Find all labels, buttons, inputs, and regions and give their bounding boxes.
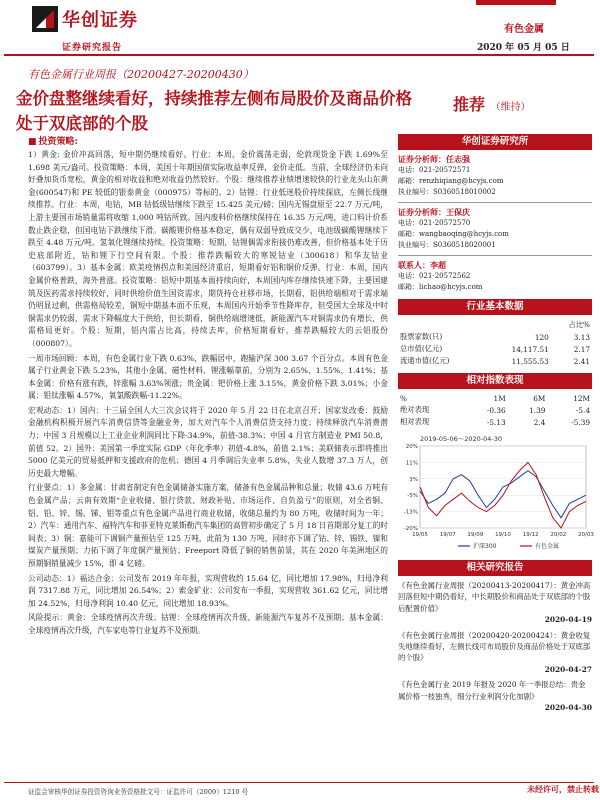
analyst-cert: 执业编号：S0360518010002 — [398, 188, 496, 196]
table-row: 相对表现 -5.13 2.4 -5.39 — [400, 417, 590, 427]
legend-label: 沪深300 — [473, 543, 497, 550]
doc-type-label: 证券研究报告 — [62, 43, 123, 53]
strategy-heading: ■ 投资策略: — [28, 137, 78, 147]
y-tick-label: -13% — [403, 509, 418, 516]
company-paragraph: 公司动态：1）福达合金：公司发布 2019 年年报，实现营收约 15.64 亿，同比增加 17.98%，归母净利润 7317.88 万元，同比增加 26.54%；2）索金矿业：公司发布一季报，实现营收 361.62 亿元，同比增加 24.52%，归母净利润 10.40 亿元，同比增加 18.93%。 — [28, 573, 388, 608]
analyst-block-2 — [398, 207, 592, 251]
macro-paragraph: 宏观动态：1）国内：十三届全国人大三次会议将于 2020 年 5 月 22 日在北京召开；国家发改委：鼓励金融机构积极开展汽车消费信贷等金融业务，加大对汽车个人消费信贷支持力度；持续释放汽车消费潜力；中国 3 月规模以上工业企业利润同比下降-34.9%，前值-38.3%；中国 4 月官方制造业 PMI 50.8，前值 52。2）国外：美国第一季度实际 GDP（年化季率）初值-4.8%，前值 2.1%；美联储表示即将推出 5000 亿美元的贸易抵押和支援政府的危机；德国 4 月季调后失业率 5.8%，失业人数增 37.3 万人，创历史最大增幅。 — [28, 405, 388, 478]
report-date: 2020 年 05 月 05 日 — [477, 43, 570, 53]
market-review-paragraph: 一周市场回顾：本周，有色金属行业下跌 0.63%，跌幅居中，跑输沪深 300 3.67 个百分点。本周有色金属子行业黄金下跌 5.23%，其他小金属、磁性材料、锂涨幅靠前，分别为 2.65%、1.55%、1.41%；基本金属：价格有涨有跌，锌涨幅 3.63%领涨；贵金属：钯价格上涨 3.15%，黄金价格下跌 3.01%；小金属：钼钛涨幅 4.57%，氧氯酸跌幅-11.22%。 — [28, 353, 388, 401]
related-report-title[interactable]: 《有色金属行业周报（20200420-20200424）：黄金收复失地继续看好，左侧长线可布局股价及商品价格处于双底部的个股》 — [398, 630, 591, 663]
relative-perf-heading: 相对指数表现 — [398, 373, 592, 389]
related-report-date: 2020-04-19 — [544, 615, 592, 625]
table-row: 总市值(亿元) 14,117.51 2.17 — [400, 344, 590, 354]
related-report-title[interactable]: 《有色金属行业 2019 年报及 2020 年一季报总结：贵金属价格一枝独秀，细分行业利润分化加剧》 — [398, 680, 586, 701]
industry-paragraph: 行业要点：1）多金属：甘肃省制定有色金属储备实施方案，储备有色金属品种和总量；收储 43.6 万吨有色金属产品；云南有效期“企业收储、银行贷款、财政补贴、市场运作、自负盈亏”的原则，对全省铜、铝、铅、锌、锡、锑、钼等重点有色金属产品进行商业收储，收储总量约为 80 万吨，收储时间为一年；2）汽车：通用汽车、福特汽车和菲亚特克莱斯勒汽车集团的高管初步确定了 5 月 18 日首期部分复工的时间表；3）铜：嘉能可下调铜产量预估至 125 万吨，此前为 130 万吨，同时亦下调了钴、锌、锡铁、镍和煤炭产量预期；力拓下调了年度铜产量预估；Freeport 降低了铜的销售前景，其在 2020 年美洲地区的预期铜销量减少 15%，即 4 亿磅。 — [28, 483, 388, 568]
x-tick-label: 19/05 — [412, 532, 428, 538]
y-tick-label: 20% — [405, 444, 418, 450]
related-report-date: 2020-04-30 — [544, 703, 592, 713]
report-series: 有色金属行业周报（20200427-20200430） — [28, 68, 254, 81]
y-tick-label: 11% — [405, 460, 418, 467]
footer-divider — [4, 782, 594, 783]
table-row: 股票家数(只) 120 3.13 — [400, 332, 590, 342]
list-item[interactable] — [398, 630, 592, 676]
x-tick-label: 20/03 — [578, 532, 594, 538]
contact-name: 联系人：李超 — [398, 260, 446, 270]
footer-disclaimer: 证监会审核华创证券投资咨询业务资格批文号：证监许可（2009）1210 号 — [28, 788, 249, 796]
analyst-divider — [398, 202, 592, 203]
rating-value: 推荐 — [453, 95, 486, 114]
brand-name: 华创证券 — [62, 10, 138, 31]
analyst-phone: 电话：021-20572571 — [398, 166, 471, 174]
table-row: 绝对表现 -0.36 1.39 -5.4 — [400, 405, 590, 415]
x-tick-label: 20/02 — [550, 532, 567, 538]
stats-col-header: 占比% — [568, 320, 590, 329]
analyst-cert: 执业编号：S0360518020001 — [398, 241, 496, 249]
analyst-email[interactable]: 邮箱：wangbaoqing@hcyjs.com — [398, 230, 509, 238]
report-title: 金价盘整继续看好，持续推荐左侧布局股价及商品价格处于双底部的个股 — [16, 89, 412, 133]
sector-label: 有色金属 — [504, 24, 544, 35]
list-item[interactable] — [398, 580, 592, 626]
x-tick-label: 19/07 — [439, 532, 456, 538]
x-tick-label: 19/12 — [522, 532, 539, 538]
risk-paragraph: 风险提示：黄金：全球疫情再次升级；钴锂：全球疫情再次升级、新能源汽车复苏不及预期；基本金属：全球疫情再次升级，汽车家电等行业复苏不及预期。 — [28, 613, 388, 635]
y-tick-label: -20% — [403, 526, 418, 532]
logo-mark-icon — [32, 6, 58, 32]
chart-title: 2019-05-06～2020-04-30 — [420, 435, 503, 443]
relative-performance-chart — [398, 432, 592, 556]
industry-stats-heading: 行业基本数据 — [398, 299, 592, 315]
strategy-paragraph: 1）黄金: 金价冲高回落，短中期仍继续看好。行业：本周，金价震荡走弱，伦敦现货金下跌 1.69%至 1,698 美元/盎司。投资策略：本周，美国十年期国债实际收益率反弹，金价走低。当前，全球经济仍未向好叠加货币宽松，黄金的相对收益和绝对收益仍然较好。个股：继续推荐业绩增速较快的行业龙头山东黄金(600547)和 PE 较低的银泰黄金（000975）等标的。2）钴锂：行业低迷股价持续探底，左侧长线继续推荐。行业：本周，电钴，MB 钴低级钴继续下跌至 15.425 美元/磅；国内无锡盘原至 22.7 万元/吨，上游主要国市场销量需将收缩 1,000 吨钴所致。国内废料价格继续保持在 16.35 万元/吨，进口料计价系数止跌企稳，但国电钴下跌继续下滑。碳酸锂价格基本稳定，偶有双弱导致成交少，电池级碳酸锂继续下跌至 4.48 万元/吨。氢氧化锂继续持续。投资策略：短期，钴锂偶需求衔接仍难改善，但价格基本处于历史底部附近，钴和锂下行空间有限。个股：推荐跌幅较大的寒锐钴业（300618）和华友钴业（603799）。3）基本金属：欧美疫情拐点和美国经济重启，短期看好铝和铜价反弹。行业：本周，国内金属价格普跌，海外普涨。投资策略：铝短中期基本面持续向好，本周国内库存继续快速下降，主要国建筑及医药需求持续较好，同时供给价值生国资需求，期货持仓社移市场，长期看，铝供给端相对于需求端仍明显过剩，供需格局较差，铜短中期基本面不乐观，本周国内开始季节性降库存，但受国大全球及中时铜需求仍较弱，需求下降幅度大于供给，但长期看，铜供给端增速低，新能源汽车对铜需求仍有增长，供需格局更好。个股：短期，铝内需占比高，持续去库，价格短期看好，推荐跌幅较大的云铝股份（000807）。 — [28, 150, 388, 348]
rating-badge — [453, 92, 531, 115]
footer-note: 未经许可，禁止转载 — [527, 784, 599, 794]
contact-email[interactable]: 邮箱：lichao@hcyjs.com — [398, 283, 483, 291]
analyst-email[interactable]: 邮箱：renzhiqiang@hcyjs.com — [398, 177, 504, 185]
contact-block — [398, 260, 592, 293]
analyst-name: 证券分析师：王保庆 — [398, 207, 470, 217]
chart-svg — [398, 432, 592, 556]
top-accent-bar — [476, 0, 556, 5]
analyst-phone: 电话：021-20572570 — [398, 219, 471, 227]
analyst-name: 证券分析师：任志强 — [398, 154, 470, 164]
header-divider — [4, 54, 594, 56]
series-line — [420, 471, 586, 518]
relative-perf-table — [398, 393, 592, 428]
related-report-title[interactable]: 《有色金属行业周报（20200413-20200417）：黄金冲高回落但短中期仍看好，中长期股价和商品处于双底部的个股后配置价值》 — [398, 581, 591, 613]
related-reports-list — [398, 580, 592, 713]
x-tick-label: 19/10 — [495, 532, 511, 538]
related-reports-heading: 相关研究报告 — [398, 560, 592, 576]
industry-stats-table — [398, 319, 592, 367]
brand-logo — [32, 4, 142, 36]
list-item[interactable] — [398, 679, 592, 713]
contact-phone: 电话：021-20572562 — [398, 272, 471, 280]
related-report-date: 2020-04-27 — [544, 664, 592, 674]
analyst-divider — [398, 255, 592, 256]
table-row: 流通市值(亿元) 11,555.53 2.41 — [400, 356, 590, 366]
y-tick-label: -5% — [407, 493, 418, 500]
rating-note: （维持） — [490, 102, 531, 113]
y-tick-label: 3% — [409, 476, 418, 483]
research-institute-heading: 华创证券研究所 — [398, 134, 592, 150]
analyst-block-1 — [398, 154, 592, 198]
legend-label: 有色金属 — [535, 543, 560, 550]
main-column — [28, 134, 388, 640]
table-header-row: % 1M 6M 12M — [400, 394, 590, 403]
sidebar — [398, 134, 592, 713]
x-tick-label: 19/09 — [467, 532, 484, 538]
